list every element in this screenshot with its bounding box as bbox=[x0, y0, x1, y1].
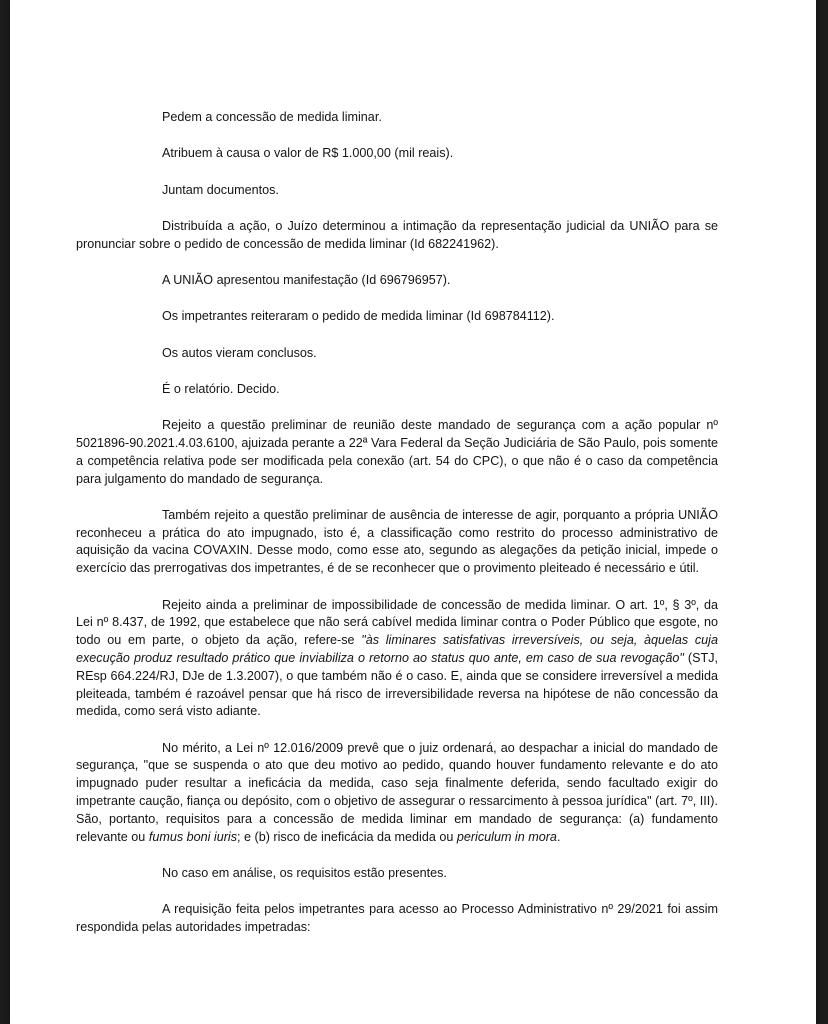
paragraph-conclusos: Os autos vieram conclusos. bbox=[162, 345, 317, 360]
paragraph-preliminar-interesse: Também rejeito a questão preliminar de ausência de interesse de agir, porquanto a própria UNIÃO reconheceu a prática do ato impugnado, isto é, a classificação como restrito do processo administrativo de aquisição da vacina COVAXIN. Desse modo, como esse ato, segundo as alegações da petição inicial, impede o exercício das prerrogativas dos impetrantes, é de se reconhecer que o provimento pleiteado é necessário e útil. bbox=[76, 507, 718, 576]
term-italic: periculum in mora bbox=[456, 829, 557, 844]
paragraph-preliminar-liminar bbox=[76, 597, 718, 722]
text-segment: Rejeito ainda a preliminar de impossibilidade de concessão de medida liminar. O art. 1º, § 3º, da Lei nº 8.437, de 1992, que estabelece que não será cabível medida liminar contra o Poder Público que esgote, no todo ou em parte, o objeto da ação, refere-se bbox=[76, 597, 718, 648]
paragraph-reiteracao: Os impetrantes reiteraram o pedido de medida liminar (Id 698784112). bbox=[162, 309, 555, 324]
quote-italic: "às liminares satisfativas irreversíveis, ou seja, àquelas cuja execução produz resultado prático que inviabiliza o retorno ao status quo ante, em caso de sua revogação" bbox=[76, 633, 718, 665]
text-segment: No mérito, a Lei nº 12.016/2009 prevê que o juiz ordenará, ao despachar a inicial do mandado de segurança, "que se suspenda o ato que deu motivo ao pedido, quando houver fundamento relevante e do ato impugnado puder resultar a ineficácia da medida, caso seja finalmente deferida, sendo facultado exigir do impetrante caução, fiança ou depósito, com o objetivo de assegurar o ressarcimento à pessoa jurídica" (art. 7º, III). São, portanto, requisitos para a concessão de medida liminar em mandado de segurança: (a) fundamento relevante ou bbox=[76, 740, 718, 844]
paragraph-requisitos-presentes: No caso em análise, os requisitos estão presentes. bbox=[162, 865, 447, 880]
text-segment: . bbox=[556, 829, 561, 844]
paragraph-manifestacao-uniao: A UNIÃO apresentou manifestação (Id 696796957). bbox=[162, 272, 451, 287]
paragraph-relatorio: É o relatório. Decido. bbox=[162, 381, 280, 396]
text-segment: ; e (b) risco de ineficácia da medida ou bbox=[237, 829, 457, 844]
document-body bbox=[76, 109, 718, 955]
paragraph-distribuicao: Distribuída a ação, o Juízo determinou a intimação da representação judicial da UNIÃO para se pronunciar sobre o pedido de concessão de medida liminar (Id 682241962). bbox=[76, 218, 718, 251]
paragraph-valor-causa: Atribuem à causa o valor de R$ 1.000,00 (mil reais). bbox=[162, 146, 454, 161]
term-italic: fumus boni iuris bbox=[148, 829, 238, 844]
paragraph-preliminar-reuniao: Rejeito a questão preliminar de reunião deste mandado de segurança com a ação popular nº 5021896-90.2021.4.03.6100, ajuizada perante a 22ª Vara Federal da Seção Judiciária de São Paulo, pois somente a competência relativa pode ser modificada pela conexão (art. 54 do CPC), o que não é o caso da competência para julgamento do mandado de segurança. bbox=[76, 418, 718, 486]
paragraph-merito bbox=[76, 740, 718, 847]
paragraph-documentos: Juntam documentos. bbox=[162, 182, 279, 197]
document-page bbox=[10, 0, 816, 1024]
text-segment: (STJ, REsp 664.224/RJ, DJe de 1.3.2007), o que também não é o caso. E, ainda que se considere irreversível a medida pleiteada, também é razoável pensar que há risco de irreversibilidade reversa na hipótese de não concessão da medida, como será visto adiante. bbox=[76, 650, 718, 719]
paragraph-pedido-liminar: Pedem a concessão de medida liminar. bbox=[162, 110, 382, 124]
paragraph-requisicao: A requisição feita pelos impetrantes para acesso ao Processo Administrativo nº 29/2021 foi assim respondida pelas autoridades impetradas: bbox=[76, 902, 718, 934]
